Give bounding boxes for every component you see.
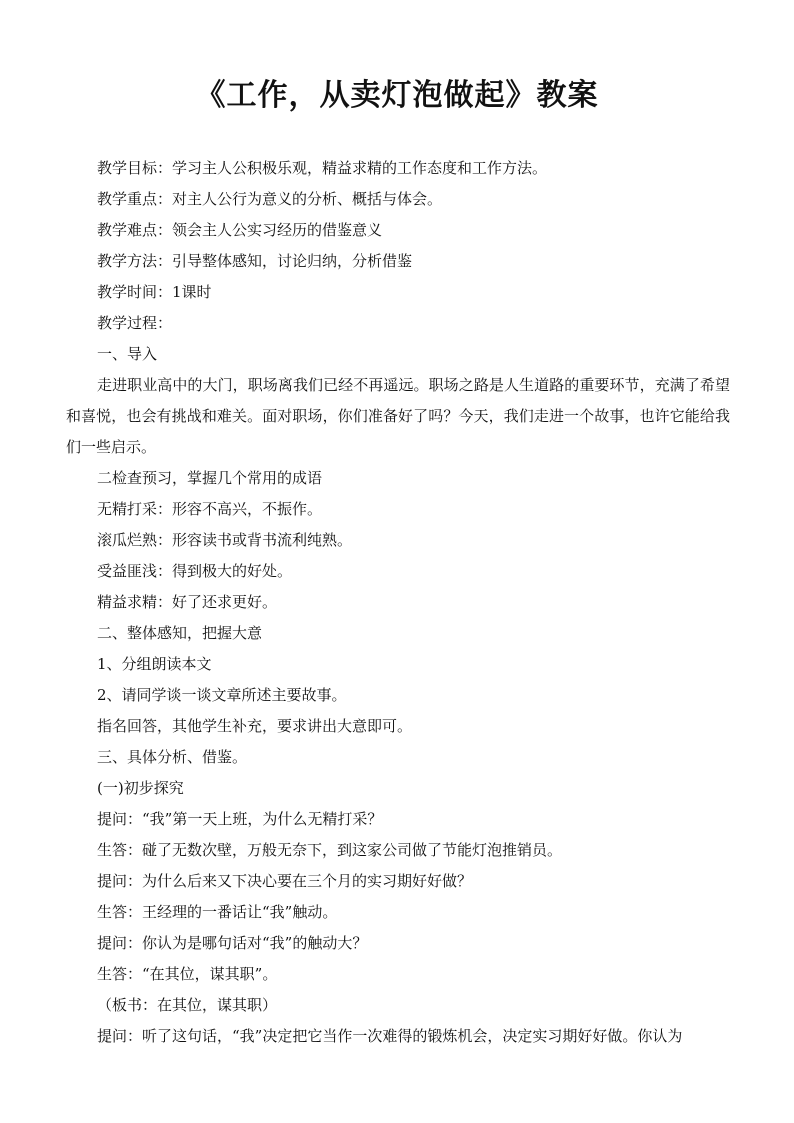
question-line: 提问：“我”第一天上班，为什么无精打采？ bbox=[97, 810, 383, 828]
section-heading-intro: 一、导入 bbox=[97, 345, 158, 363]
document-title: 《工作，从卖灯泡做起》教案 bbox=[195, 78, 599, 113]
step-line: 2、请同学谈一谈文章所述主要故事。 bbox=[97, 686, 347, 704]
board-note-line: （板书：在其位，谋其职） bbox=[97, 996, 278, 1014]
section-heading-preview: 二检查预习，掌握几个常用的成语 bbox=[97, 469, 323, 487]
document-body bbox=[66, 153, 730, 1052]
idiom-line: 受益匪浅：得到极大的好处。 bbox=[97, 562, 293, 580]
answer-line: 生答：王经理的一番话让“我”触动。 bbox=[97, 903, 338, 921]
answer-line: 生答：“在其位，谋其职”。 bbox=[97, 965, 278, 983]
teaching-method-line: 教学方法：引导整体感知，讨论归纳，分析借鉴 bbox=[97, 252, 413, 270]
teaching-process-heading: 教学过程： bbox=[97, 314, 173, 332]
teaching-difficulty-line: 教学难点：领会主人公实习经历的借鉴意义 bbox=[97, 221, 383, 239]
idiom-line: 滚瓜烂熟：形容读书或背书流利纯熟。 bbox=[97, 531, 353, 549]
answer-line: 生答：碰了无数次壁，万般无奈下，到这家公司做了节能灯泡推销员。 bbox=[97, 841, 563, 859]
section-heading-analysis: 三、具体分析、借鉴。 bbox=[97, 748, 248, 766]
teaching-time-line: 教学时间：1课时 bbox=[97, 283, 212, 301]
question-line: 提问：为什么后来又下决心要在三个月的实习期好好做？ bbox=[97, 872, 473, 890]
subsection-heading: (一)初步探究 bbox=[97, 779, 184, 797]
intro-paragraph: 走进职业高中的大门，职场离我们已经不再遥远。职场之路是人生道路的重要环节，充满了希望和喜悦，也会有挑战和难关。面对职场，你们准备好了吗？今天，我们走进一个故事，也许它能给我们一些启示。 bbox=[66, 376, 730, 456]
section-heading-overview: 二、整体感知，把握大意 bbox=[97, 624, 263, 642]
step-line: 1、分组朗读本文 bbox=[97, 655, 212, 673]
instruction-line: 指名回答，其他学生补充，要求讲出大意即可。 bbox=[97, 717, 413, 735]
idiom-line: 无精打采：形容不高兴，不振作。 bbox=[97, 500, 323, 518]
teaching-goal-line: 教学目标：学习主人公积极乐观，精益求精的工作态度和工作方法。 bbox=[97, 159, 548, 177]
teaching-focus-line: 教学重点：对主人公行为意义的分析、概括与体会。 bbox=[97, 190, 443, 208]
idiom-line: 精益求精：好了还求更好。 bbox=[97, 593, 278, 611]
question-line: 提问：你认为是哪句话对“我”的触动大？ bbox=[97, 934, 368, 952]
question-line: 提问：听了这句话，“我”决定把它当作一次难得的锻炼机会，决定实习期好好做。你认为 bbox=[97, 1027, 683, 1045]
